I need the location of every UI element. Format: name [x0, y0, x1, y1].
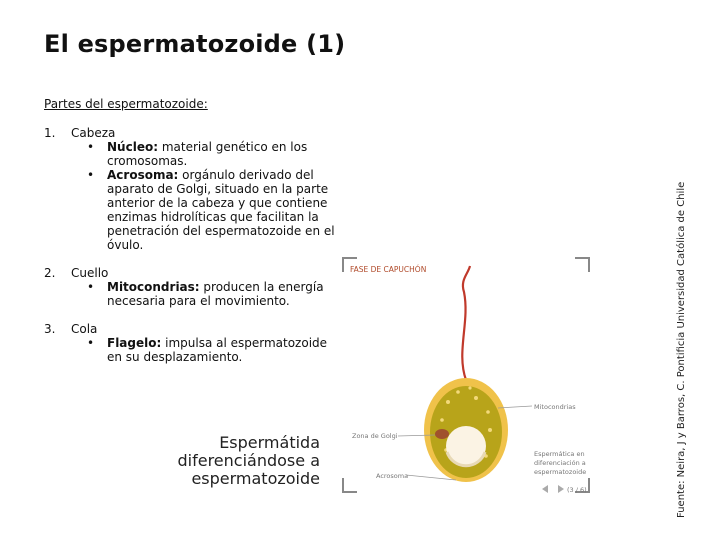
- bullet: •: [87, 280, 95, 294]
- list-item-cabeza: [44, 126, 344, 252]
- page-indicator: (3 / 6): [567, 486, 587, 494]
- bullet: •: [87, 336, 95, 350]
- page-title: El espermatozoide (1): [44, 30, 346, 58]
- side-text-2: diferenciación a: [534, 459, 586, 467]
- corner-bracket-bl: [343, 478, 357, 492]
- next-arrow-icon[interactable]: [558, 485, 564, 493]
- subitem-acrosoma: [71, 168, 344, 252]
- item-name: Cola: [71, 322, 98, 336]
- subitem-term: Núcleo:: [107, 140, 158, 154]
- subitem-mitocondrias: [71, 280, 344, 308]
- bullet: •: [87, 168, 95, 182]
- subitem-flagelo: [71, 336, 344, 364]
- item-number: 1.: [44, 126, 56, 140]
- item-name: Cuello: [71, 266, 109, 280]
- subitem-term: Mitocondrias:: [107, 280, 200, 294]
- parts-list: [44, 126, 344, 378]
- label-acrosoma: Acrosoma: [376, 472, 409, 480]
- side-text-1: Espermática en: [534, 450, 585, 458]
- subitem-nucleo: [71, 140, 344, 168]
- subitem-desc: orgánulo derivado del aparato de Golgi, situado en la parte anterior de la cabeza y que contiene enzimas hidrolíticas que facilitan la penetración del espermatozoide en el óvulo.: [107, 168, 335, 252]
- subitem-desc: material genético en los cromosomas.: [107, 140, 308, 168]
- subitem-desc: impulsa al espermatozoide en su desplazamiento.: [107, 336, 328, 364]
- corner-bracket-tr: [575, 258, 589, 272]
- label-golgi: Zona de Golgi: [352, 432, 398, 440]
- subitem-term: Acrosoma:: [107, 168, 179, 182]
- item-number: 2.: [44, 266, 56, 280]
- item-number: 3.: [44, 322, 56, 336]
- label-mitocondrias: Mitocondrias: [534, 403, 576, 411]
- golgi-zone: [435, 429, 449, 439]
- prev-arrow-icon[interactable]: [542, 485, 548, 493]
- flagellum: [462, 266, 470, 380]
- section-subtitle: Partes del espermatozoide:: [44, 97, 208, 111]
- subitem-term: Flagelo:: [107, 336, 162, 350]
- spermatid-figure: [338, 252, 598, 498]
- phase-label: FASE DE CAPUCHÓN: [350, 265, 427, 274]
- source-credit: Fuente: Neira, J y Barros, C. Pontificia Universidad Católica de Chile: [676, 181, 687, 518]
- list-item-cuello: [44, 266, 344, 308]
- subitem-desc: producen la energía necesaria para el movimiento.: [107, 280, 324, 308]
- list-item-cola: [44, 322, 344, 364]
- item-name: Cabeza: [71, 126, 116, 140]
- figure-caption: Espermátida diferenciándose a espermatozoide: [177, 433, 320, 488]
- bullet: •: [87, 140, 95, 154]
- side-text-3: espermatozoide: [534, 468, 587, 476]
